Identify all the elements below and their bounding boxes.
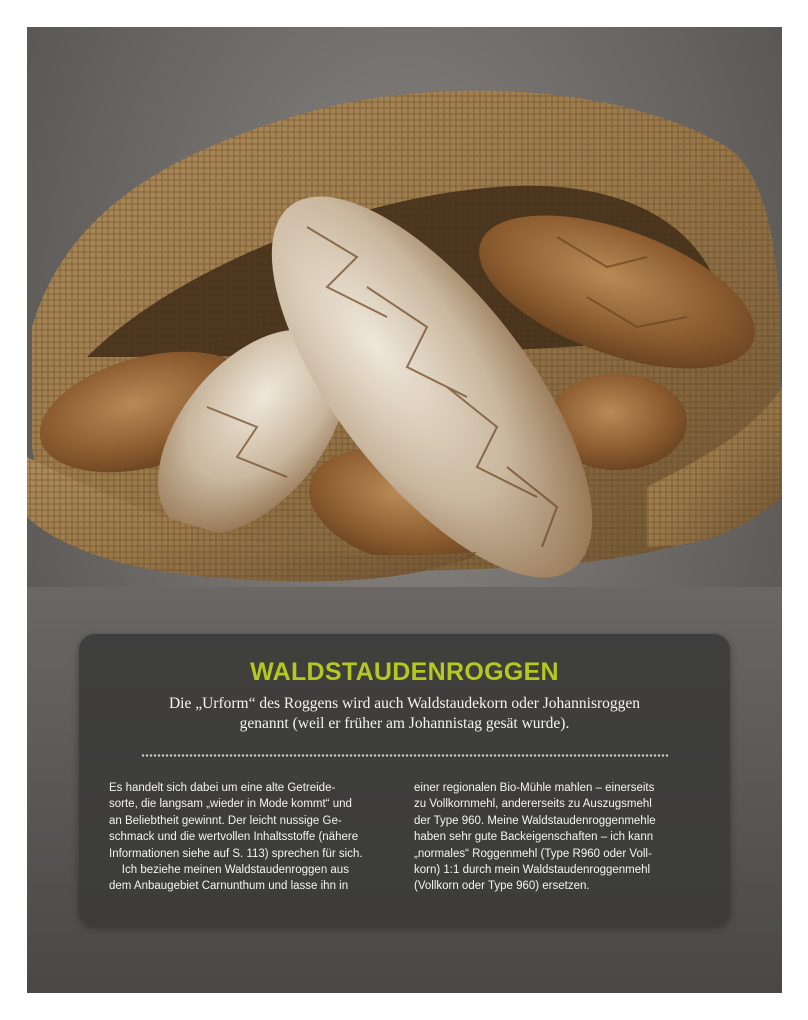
section-heading: WALDSTAUDENROGGEN [250, 658, 559, 686]
text-line: der Type 960. Meine Waldstaudenroggenmehle [414, 814, 656, 827]
intro-text [119, 694, 690, 734]
intro-line: genannt (weil er früher am Johannistag gesät wurde). [239, 715, 570, 732]
text-line: haben sehr gute Backeigenschaften – ich kann [414, 831, 654, 844]
info-box [79, 634, 730, 926]
text-line: dem Anbaugebiet Carnunthum und lasse ihn in [109, 880, 349, 893]
text-line: Informationen siehe auf S. 113) sprechen für sich. [109, 847, 363, 860]
text-line: sorte, die langsam „wieder in Mode kommt“ und [109, 798, 352, 811]
text-line: zu Vollkornmehl, andererseits zu Auszugsmehl [414, 798, 652, 811]
text-line: schmack und die wertvollen Inhaltsstoffe (nähere [109, 831, 359, 844]
text-line: korn) 1:1 durch mein Waldstaudenroggenmehl [414, 864, 651, 877]
bread-photo [27, 27, 782, 993]
text-line: (Vollkorn oder Type 960) ersetzen. [414, 880, 590, 893]
text-column-left [109, 780, 399, 895]
text-line: Ich beziehe meinen Waldstaudenroggen aus [109, 864, 349, 877]
text-line: Es handelt sich dabei um eine alte Getreide- [109, 782, 336, 794]
text-line: an Beliebtheit gewinnt. Der leicht nussige Ge- [109, 814, 342, 827]
intro-line: Die „Urform“ des Roggens wird auch Waldstaudekorn oder Johannisroggen [168, 695, 641, 712]
text-line: einer regionalen Bio-Mühle mahlen – einerseits [414, 782, 655, 794]
text-line: „normales“ Roggenmehl (Type R960 oder Voll- [414, 847, 652, 860]
dotted-divider [141, 754, 668, 757]
text-column-right [414, 780, 704, 895]
